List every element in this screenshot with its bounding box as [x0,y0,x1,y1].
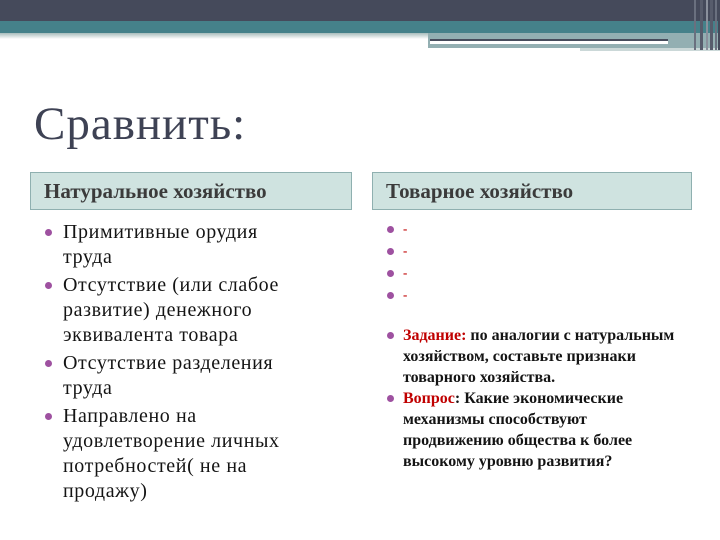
task-text: : Какие экономические механизмы способствуют продвижению общества к более высокому уровню развития? [403,390,633,470]
task-list [372,325,684,472]
task-item [372,388,684,472]
bullet-dot-icon [387,332,394,339]
dash-text: - [403,221,408,236]
task-text: по аналогии с натуральным хозяйством, составьте признаки товарного хозяйства. [403,327,675,386]
bullet-dot-icon [387,395,394,402]
list-item-text: Отсутствие разделения труда [63,352,274,399]
task-lead: Вопрос [403,390,455,407]
top-bar-teal [0,21,720,33]
banner-fade [0,33,430,39]
corner-stripe [706,0,708,50]
bullet-dot-icon [45,282,52,289]
list-item [30,220,295,270]
left-bullet-list [30,220,295,504]
banner-white-line [430,41,668,44]
column-natural-economy [30,172,352,507]
list-item [30,273,295,348]
list-item [30,404,295,504]
list-item [30,351,295,401]
dash-item [372,262,692,284]
left-column-header: Натуральное хозяйство [30,172,352,210]
dash-text: - [403,287,408,302]
bullet-dot-icon [45,413,52,420]
corner-stripe [694,0,696,50]
bullet-dot-icon [45,229,52,236]
dash-text: - [403,243,408,258]
dash-item [372,218,692,240]
list-item-text: Примитивные орудия труда [63,221,258,268]
slide-title: Сравнить: [34,98,247,150]
list-item-text: Отсутствие (или слабое развитие) денежного эквивалента товара [63,274,279,346]
corner-stripe [700,0,703,50]
corner-stripe [710,0,713,50]
right-column-header: Товарное хозяйство [372,172,692,210]
top-bar-dark [0,0,720,21]
bullet-dot-icon [387,270,394,277]
dash-placeholder-list [372,218,692,306]
dash-item [372,240,692,262]
bullet-dot-icon [387,226,394,233]
corner-stripe [715,0,717,50]
dash-item [372,284,692,306]
bullet-dot-icon [45,360,52,367]
bullet-dot-icon [387,292,394,299]
bullet-dot-icon [387,248,394,255]
task-lead: Задание: [403,327,467,344]
column-commodity-economy [372,172,692,472]
list-item-text: Направлено на удовлетворение личных потребностей( не на продажу) [63,405,280,502]
banner-light-line [580,48,720,51]
task-item [372,325,684,388]
dash-text: - [403,265,408,280]
